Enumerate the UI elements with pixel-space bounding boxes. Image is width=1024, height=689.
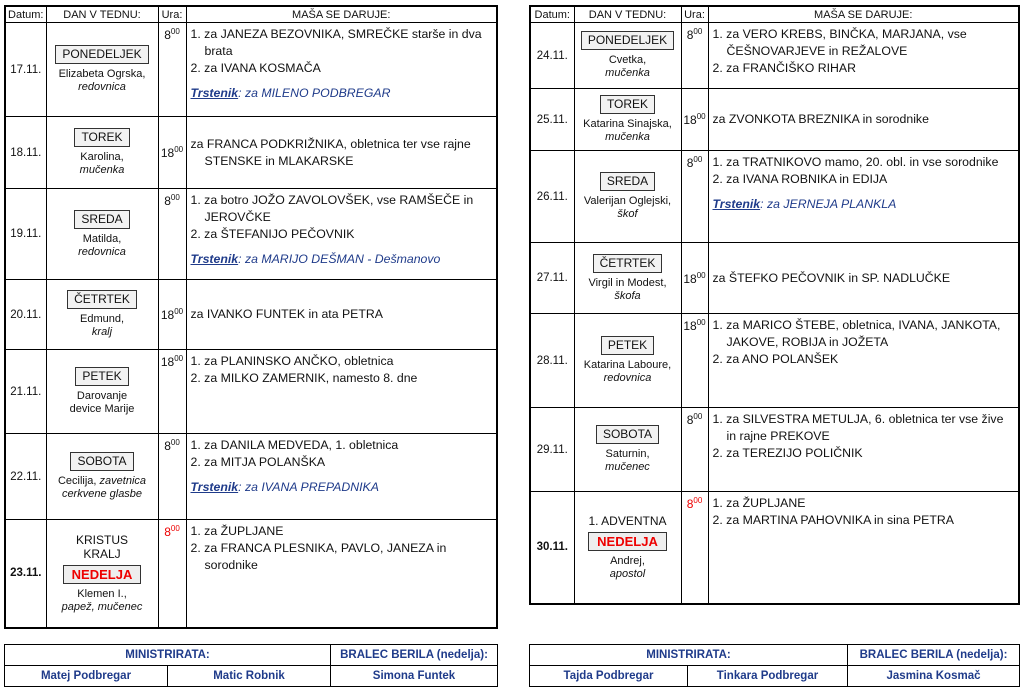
mass-intentions-cell [186,520,497,628]
time-cell [681,408,708,492]
time-cell [158,280,186,350]
time-cell [681,23,708,89]
day-row [530,89,1019,151]
time-minutes: 00 [693,27,703,36]
date-cell: 18.11. [5,117,46,189]
header-date: Datum: [530,6,574,23]
mass-intentions-cell [708,89,1019,151]
trstenik-text: : za MARIJO DEŠMAN - Dešmanovo [238,252,441,266]
saint-of-day [47,313,158,339]
date-cell: 22.11. [5,434,46,520]
weekday-label: PETEK [75,367,128,386]
saint-of-day [47,233,158,259]
day-row [530,243,1019,314]
feast-title [47,533,158,561]
feast-line-1: KRISTUS [75,532,128,547]
feast-line-2: KRALJ [83,546,121,561]
trstenik-label: Trstenik [712,197,761,211]
day-cell [46,280,158,350]
time-minutes: 00 [693,412,703,421]
time-minutes: 00 [174,354,184,363]
saint-title: škofa [614,289,641,302]
saint-name: Karolina, [80,151,124,163]
saint-of-day [47,151,158,177]
time-hour: 18 [683,271,697,286]
day-row [530,23,1019,89]
time-hour: 8 [686,413,694,427]
time-hour: 8 [164,194,171,208]
mass-intention: 1. za SILVESTRA METULJA, 6. obletnica ter vse žive in rajne PREKOVE [712,412,1004,443]
date-cell: 25.11. [530,89,574,151]
mass-intention: 1. za ŽUPLJANE [712,496,806,510]
header-mass: MAŠA SE DARUJE: [708,6,1019,23]
header-time: Ura: [158,6,186,23]
mass-intention: 2. za IVANA ROBNIKA in EDIJA [712,172,888,186]
day-row [5,189,497,280]
time-hour: 18 [683,113,697,127]
trstenik-label: Trstenik [190,86,239,100]
left-schedule-table [4,5,498,629]
saint-of-day [575,118,681,144]
saint-name: Valerijan Oglejski, [583,195,672,207]
saint-of-day [575,359,681,385]
day-cell [46,189,158,280]
ministrirata-label: MINISTRIRATA: [5,645,331,666]
mass-intention: 2. za IVANA KOSMAČA [190,61,321,75]
weekday-label: NEDELJA [63,565,142,584]
time-cell [681,314,708,408]
header-time: Ura: [681,6,708,23]
time-hour: 8 [686,156,694,170]
saint-of-day [575,555,681,581]
mass-intentions-cell [186,117,497,189]
saint-title: zavetnica [99,475,147,487]
mass-intentions-cell [708,243,1019,314]
mass-intentions-cell [708,23,1019,89]
mass-intention: 1. za DANILA MEDVEDA, 1. obletnica [190,438,399,452]
saint-name-cont: device Marije [69,403,135,415]
time-minutes: 00 [174,145,184,154]
saint-of-day [575,54,681,80]
time-hour: 18 [160,355,175,369]
saint-name: Elizabeta Ogrska, [58,68,146,80]
saint-name: Virgil in Modest, [588,276,667,289]
weekday-label: TOREK [600,95,655,114]
left-footer-table [4,644,498,687]
saint-title: mučenka [605,131,650,143]
trstenik-intention [191,479,493,496]
saint-of-day [47,390,158,416]
time-hour: 8 [164,525,171,539]
time-cell [158,117,186,189]
saint-of-day [575,195,681,221]
saint-of-day [47,68,158,94]
time-cell [158,23,186,117]
mass-intention: 2. za MITJA POLANŠKA [190,455,326,469]
day-cell [574,314,681,408]
mass-intention: 1. za JANEZA BEZOVNIKA, SMREČKE starše in dva brata [190,27,482,58]
mass-intentions-cell [186,434,497,520]
right-schedule-table [529,5,1020,605]
date-cell: 17.11. [5,23,46,117]
weekday-label: TOREK [74,128,129,147]
time-minutes: 00 [693,155,703,164]
day-row [5,117,497,189]
saint-title: apostol [609,567,646,580]
day-cell [574,492,681,604]
time-hour: 8 [686,497,694,511]
weekday-label: ČETRTEK [593,254,663,273]
reader-name: Simona Funtek [331,666,498,687]
time-cell [158,520,186,628]
mass-intention: za ZVONKOTA BREZNIKA in sorodnike [712,112,929,126]
date-cell: 23.11. [5,520,46,628]
mass-intention: za ŠTEFKO PEČOVNIK in SP. NADLUČKE [712,270,951,285]
mass-intentions-cell [186,350,497,434]
saint-of-day [575,277,681,303]
saint-title-cont: cerkvene glasbe [61,488,143,500]
day-cell [46,520,158,628]
weekday-label: PONEDELJEK [581,31,674,50]
saint-name: Darovanje [76,390,128,402]
mass-intention: 2. za ŠTEFANIJO PEČOVNIK [190,227,355,241]
bralec-label: BRALEC BERILA (nedelja): [331,645,498,666]
date-cell: 27.11. [530,243,574,314]
ministrirata-label: MINISTRIRATA: [530,645,848,666]
trstenik-text: : za MILENO PODBREGAR [238,86,391,100]
weekday-label: SREDA [600,172,655,191]
day-row [5,280,497,350]
saint-title: kralj [91,326,113,338]
mass-intention: 2. za TEREZIJO POLIČNIK [712,446,863,460]
time-cell [681,492,708,604]
date-cell: 24.11. [530,23,574,89]
weekday-label: PETEK [601,336,654,355]
day-row [530,314,1019,408]
header-mass: MAŠA SE DARUJE: [186,6,497,23]
weekday-label: ČETRTEK [67,290,137,309]
weekday-label: SREDA [74,210,129,229]
time-hour: 18 [160,308,175,322]
day-row [5,23,497,117]
saint-name: Klemen I., [77,587,127,600]
saint-title: papež, mučenec [61,600,143,613]
date-cell: 20.11. [5,280,46,350]
time-hour: 18 [160,146,175,160]
saint-name: Katarina Sinajska, [583,118,672,130]
saint-name: Saturnin, [605,448,650,460]
day-cell [574,408,681,492]
time-cell [158,434,186,520]
mass-intentions-cell [708,492,1019,604]
weekday-label: SOBOTA [70,452,133,471]
day-row [5,434,497,520]
weekday-label: SOBOTA [596,425,659,444]
weekday-label: PONEDELJEK [55,45,148,64]
day-row [5,350,497,434]
bralec-label: BRALEC BERILA (nedelja): [848,645,1020,666]
mass-intention: 1. za MARICO ŠTEBE, obletnica, IVANA, JANKOTA, JAKOVE, ROBIJA in JOŽETA [712,318,1001,349]
saint-title: redovnica [603,372,652,384]
time-hour: 8 [164,28,171,42]
altar-server-2: Matic Robnik [168,666,331,687]
day-row [530,151,1019,243]
mass-intention: 2. za ANO POLANŠEK [712,352,839,366]
date-cell: 30.11. [530,492,574,604]
date-cell: 29.11. [530,408,574,492]
mass-intentions-cell [186,280,497,350]
mass-intention: 2. za FRANČIŠKO RIHAR [712,61,856,75]
time-hour: 8 [686,28,694,42]
time-minutes: 00 [696,318,706,327]
mass-intention: za FRANCA PODKRIŽNIKA, obletnica ter vse rajne STENSKE in MLAKARSKE [190,136,471,168]
saint-name: Matilda, [82,232,122,245]
mass-intention: 1. za botro JOŽO ZAVOLOVŠEK, vse RAMŠEČE in JEROVČKE [190,193,474,224]
mass-intentions-cell [708,151,1019,243]
trstenik-intention [713,196,1015,213]
saint-of-day [575,448,681,474]
saint-name: Edmund, [79,313,125,325]
time-minutes: 00 [174,307,184,316]
feast-title [575,514,681,528]
time-hour: 8 [164,439,171,453]
mass-intentions-cell [708,314,1019,408]
feast-line-1: 1. ADVENTNA [588,513,667,528]
mass-intention: 2. za FRANCA PLESNIKA, PAVLO, JANEZA in sorodnike [190,541,447,572]
saint-title: mučenec [605,461,650,473]
saint-title: redovnica [78,81,126,93]
saint-title: redovnica [78,245,126,258]
time-cell [681,243,708,314]
trstenik-label: Trstenik [190,252,239,266]
altar-server-2: Tinkara Podbregar [688,666,848,687]
time-minutes: 00 [696,270,706,280]
day-cell [46,23,158,117]
mass-intention: 1. za ŽUPLJANE [190,524,284,538]
day-cell [574,151,681,243]
altar-server-1: Tajda Podbregar [530,666,688,687]
mass-intentions-cell [186,23,497,117]
mass-intention: 2. za MARTINA PAHOVNIKA in sina PETRA [712,513,954,527]
date-cell: 26.11. [530,151,574,243]
time-cell [158,189,186,280]
mass-intention: 2. za MILKO ZAMERNIK, namesto 8. dne [190,371,418,385]
saint-title: mučenka [79,164,125,176]
time-minutes: 00 [170,27,180,36]
saint-title: škof [617,208,638,220]
right-footer-table [529,644,1020,687]
mass-intentions-cell [186,189,497,280]
trstenik-text: : za JERNEJA PLANKLA [760,197,897,211]
saint-of-day [47,475,158,501]
day-cell [46,434,158,520]
header-row [5,6,497,23]
trstenik-intention [191,85,493,102]
time-minutes: 00 [693,496,703,505]
mass-intention: 1. za PLANINSKO ANČKO, obletnica [190,354,394,368]
header-row [530,6,1019,23]
day-cell [46,350,158,434]
day-cell [574,23,681,89]
time-cell [681,151,708,243]
trstenik-text: : za IVANA PREPADNIKA [238,480,379,494]
time-hour: 18 [683,319,697,333]
time-minutes: 00 [170,524,180,533]
trstenik-intention [191,251,493,268]
saint-name: Andrej, [610,554,645,567]
day-cell [574,243,681,314]
mass-intentions-cell [708,408,1019,492]
date-cell: 19.11. [5,189,46,280]
altar-server-1: Matej Podbregar [5,666,168,687]
day-row [5,520,497,628]
header-date: Datum: [5,6,46,23]
saint-name: Cvetka, [608,54,647,66]
date-cell: 21.11. [5,350,46,434]
weekday-label: NEDELJA [588,532,667,551]
saint-title: mučenka [605,67,650,79]
time-minutes: 00 [170,193,180,202]
trstenik-label: Trstenik [190,480,239,494]
saint-of-day [47,588,158,614]
header-day: DAN V TEDNU: [46,6,158,23]
time-minutes: 00 [696,112,706,121]
day-row [530,492,1019,604]
day-row [530,408,1019,492]
date-cell: 28.11. [530,314,574,408]
reader-name: Jasmina Kosmač [848,666,1020,687]
mass-intention: za IVANKO FUNTEK in ata PETRA [190,307,383,321]
mass-intention: 1. za TRATNIKOVO mamo, 20. obl. in vse sorodnike [712,155,999,169]
day-cell [574,89,681,151]
time-minutes: 00 [170,438,180,447]
header-day: DAN V TEDNU: [574,6,681,23]
saint-name: Cecilija, [57,475,97,487]
mass-intention: 1. za VERO KREBS, BINČKA, MARJANA, vse ČEŠNOVARJEVE in REŽALOVE [712,27,967,58]
saint-name: Katarina Laboure, [583,359,672,371]
time-cell [681,89,708,151]
time-cell [158,350,186,434]
day-cell [46,117,158,189]
